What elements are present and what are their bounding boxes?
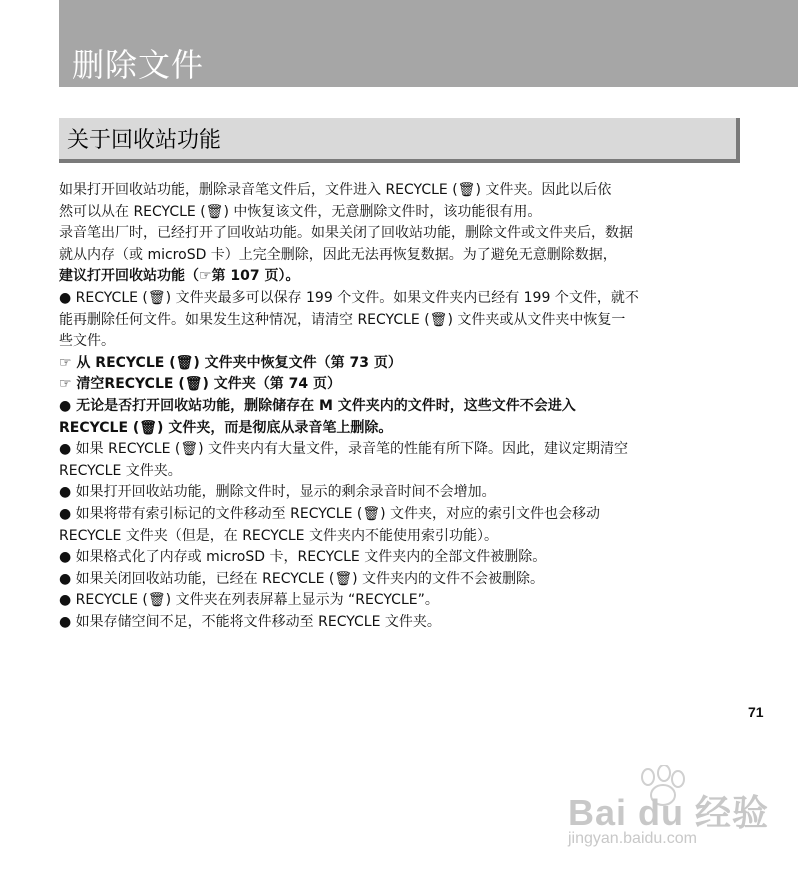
bullet-item: ● 如果打开回收站功能，删除文件时，显示的剩余录音时间不会增加。 bbox=[59, 484, 496, 501]
bullet-item: ● 无论是否打开回收站功能，删除储存在 M 文件夹内的文件时，这些文件不会进入 bbox=[59, 397, 576, 414]
cross-reference-link[interactable]: ☞ 从 RECYCLE (🗑) 文件夹中恢复文件（第 73 页） bbox=[59, 354, 402, 371]
bullet-item: ● RECYCLE (🗑) 文件夹最多可以保存 199 个文件。如果文件夹内已经有 199 个文件，就不 bbox=[59, 289, 639, 306]
text-line: 如果打开回收站功能，删除录音笔文件后，文件进入 RECYCLE (🗑) 文件夹。因此以后依 bbox=[59, 182, 612, 198]
text-line: 能再删除任何文件。如果发生这种情况，请清空 RECYCLE (🗑) 文件夹或从文件夹中恢复一 bbox=[59, 311, 626, 328]
watermark-brand: Bai du 经验 bbox=[568, 792, 770, 833]
bullet-item: ● 如果 RECYCLE (🗑) 文件夹内有大量文件，录音笔的性能有所下降。因此，建议定期清空 bbox=[59, 441, 629, 458]
text-line: 些文件。 bbox=[59, 333, 115, 350]
bullet-item: ● 如果格式化了内存或 microSD 卡，RECYCLE 文件夹内的全部文件被删除。 bbox=[59, 549, 547, 566]
bullet-item: ● 如果将带有索引标记的文件移动至 RECYCLE (🗑) 文件夹，对应的索引文件也会移动 bbox=[59, 505, 601, 522]
text-line: RECYCLE 文件夹（但是，在 RECYCLE 文件夹内不能使用索引功能）。 bbox=[59, 527, 498, 544]
body-text bbox=[59, 180, 759, 633]
cross-reference-link[interactable]: ☞ 清空RECYCLE (🗑) 文件夹（第 74 页） bbox=[59, 376, 341, 393]
watermark-url: jingyan.baidu.com bbox=[568, 830, 697, 847]
section-title: 关于回收站功能 bbox=[67, 128, 222, 153]
bullet-item: ● RECYCLE (🗑) 文件夹在列表屏幕上显示为 “RECYCLE”。 bbox=[59, 592, 439, 609]
text-line: 就从内存（或 microSD 卡）上完全删除，因此无法再恢复数据。为了避免无意删除数据， bbox=[59, 246, 617, 263]
text-line: 录音笔出厂时，已经打开了回收站功能。如果关闭了回收站功能，删除文件或文件夹后，数据 bbox=[59, 225, 633, 242]
page-title: 删除文件 bbox=[72, 46, 205, 84]
page-number: 71 bbox=[748, 704, 764, 720]
bullet-item: ● 如果关闭回收站功能，已经在 RECYCLE (🗑) 文件夹内的文件不会被删除。 bbox=[59, 570, 545, 587]
section-heading-box bbox=[59, 118, 740, 163]
text-line: RECYCLE (🗑) 文件夹，而是彻底从录音笔上删除。 bbox=[59, 419, 393, 436]
text-line: RECYCLE 文件夹。 bbox=[59, 462, 182, 479]
bullet-item: ● 如果存储空间不足，不能将文件移动至 RECYCLE 文件夹。 bbox=[59, 613, 441, 630]
text-line: 建议打开回收站功能（☞第 107 页）。 bbox=[59, 268, 300, 285]
text-line: 然可以从在 RECYCLE (🗑) 中恢复该文件，无意删除文件时，该功能很有用。 bbox=[59, 203, 542, 220]
